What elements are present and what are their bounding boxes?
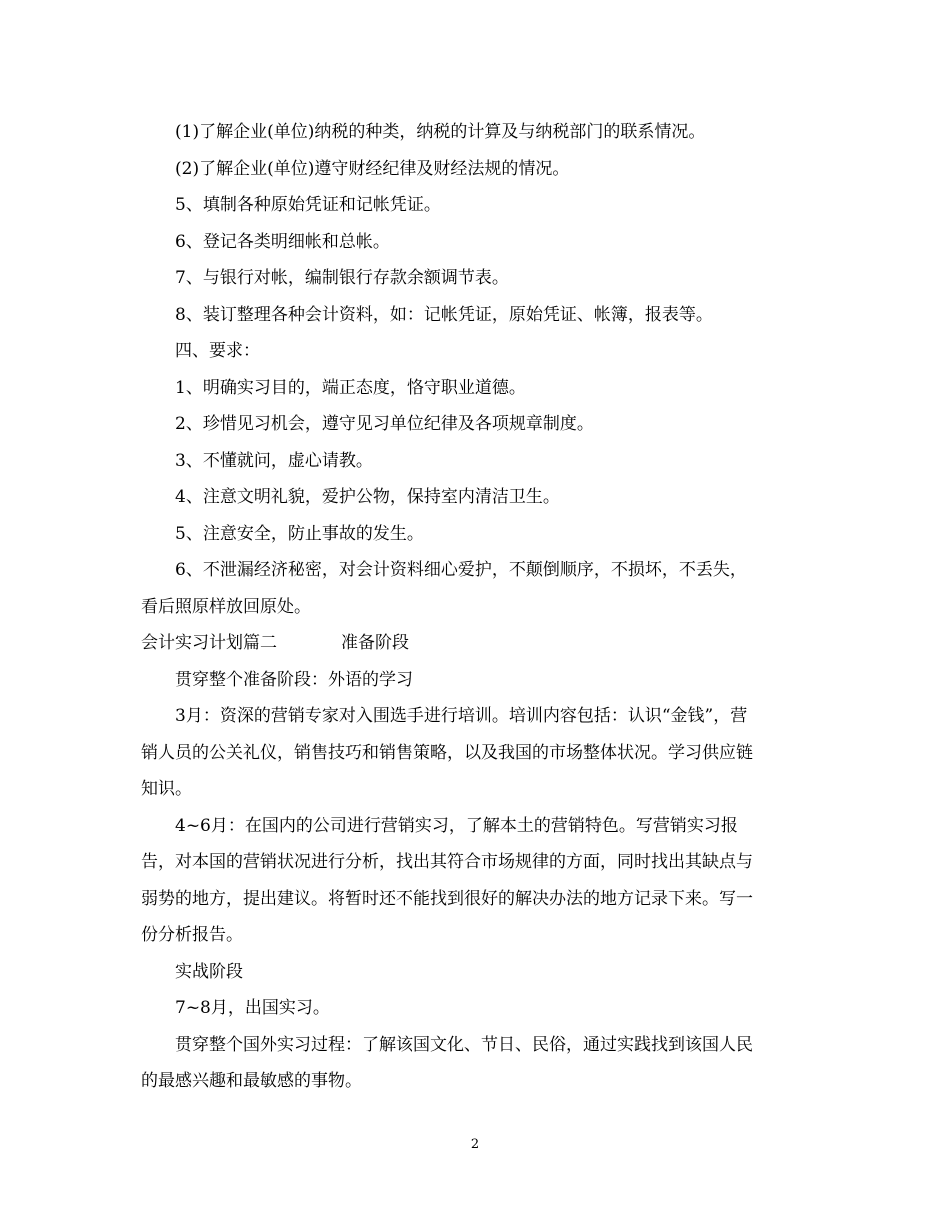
list-item: 7、与银行对帐，编制银行存款余额调节表。 (175, 268, 509, 288)
list-item: 6、不泄漏经济秘密，对会计资料细心爱护，不颠倒顺序，不损坏，不丢失， (175, 560, 747, 580)
paragraph-line: 弱势的地方，提出建议。将暂时还不能找到很好的解决办法的地方记录下来。写一 (141, 888, 753, 909)
section-title: 会计实习计划篇二 (141, 633, 277, 653)
page-number: 2 (470, 1137, 480, 1152)
paragraph-line: 知识。 (141, 779, 192, 799)
section-subtitle: 准备阶段 (341, 633, 409, 653)
document-body (141, 114, 813, 1100)
list-item: 1、明确实习目的，端正态度，恪守职业道德。 (175, 377, 526, 398)
paragraph-line: 的最感兴趣和最敏感的事物。 (141, 1071, 362, 1091)
paragraph-line: (2)了解企业(单位)遵守财经纪律及财经法规的情况。 (175, 158, 570, 179)
paragraph-line: 贯穿整个国外实习过程：了解该国文化、节日、民俗，通过实践找到该国人民 (175, 1034, 753, 1055)
section-heading (141, 625, 813, 662)
list-item: 5、填制各种原始凭证和记帐凭证。 (175, 195, 441, 215)
list-item: 2、珍惜见习机会，遵守见习单位纪律及各项规章制度。 (175, 414, 594, 434)
list-item: 6、登记各类明细帐和总帐。 (175, 231, 390, 252)
paragraph-line: 3月：资深的营销专家对入围选手进行培训。培训内容包括：认识“金钱”，营 (175, 706, 748, 726)
list-item: 3、不懂就问，虚心请教。 (175, 450, 373, 471)
paragraph-line: 4~6月：在国内的公司进行营销实习，了解本土的营销特色。写营销实习报 (175, 815, 738, 836)
paragraph-line: (1)了解企业(单位)纳税的种类，纳税的计算及与纳税部门的联系情况。 (175, 122, 706, 142)
paragraph-line: 贯穿整个准备阶段：外语的学习 (175, 669, 413, 690)
list-item: 5、注意安全，防止事故的发生。 (175, 523, 424, 544)
list-item: 8、装订整理各种会计资料，如：记帐凭证，原始凭证、帐簿，报表等。 (175, 304, 713, 325)
paragraph-line: 7~8月，出国实习。 (175, 998, 330, 1018)
paragraph-line: 份分析报告。 (141, 925, 243, 945)
paragraph-line: 告，对本国的营销状况进行分析，找出其符合市场规律的方面，同时找出其缺点与 (141, 852, 753, 872)
section-heading-requirements: 四、要求： (175, 341, 260, 361)
paragraph-line: 销人员的公关礼仪，销售技巧和销售策略，以及我国的市场整体状况。学习供应链 (141, 742, 753, 763)
subsection-heading: 实战阶段 (175, 961, 243, 982)
paragraph-line: 看后照原样放回原处。 (141, 596, 311, 617)
list-item: 4、注意文明礼貌，爱护公物，保持室内清洁卫生。 (175, 487, 560, 507)
